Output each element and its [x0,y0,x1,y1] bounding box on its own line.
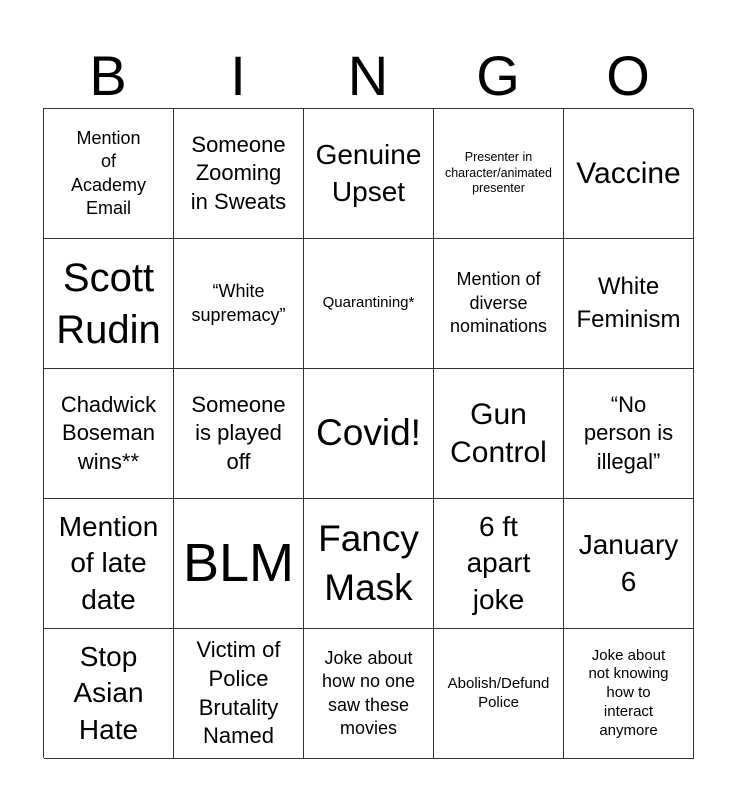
cell-text: Scott Rudin [56,255,161,352]
header-letter-o: O [606,44,650,107]
bingo-cell[interactable] [44,109,174,239]
bingo-cell[interactable] [434,499,564,629]
bingo-cell[interactable] [564,109,694,239]
cell-text: Mention of Academy Email [70,127,147,218]
cell-text: “No person is illegal” [583,391,674,474]
bingo-cell[interactable] [174,239,304,369]
bingo-cell[interactable] [174,109,304,239]
cell-text: Mention of diverse nominations [449,269,548,337]
cell-text: Fancy Mask [318,518,419,608]
cell-text: Victim of Police Brutality Named [196,637,281,749]
bingo-cell[interactable] [174,499,304,629]
cell-text: Genuine Upset [315,139,422,207]
cell-text: Abolish/Defund Police [447,674,550,711]
bingo-cell[interactable] [44,239,174,369]
bingo-cell[interactable] [304,629,434,759]
bingo-cell[interactable] [564,369,694,499]
bingo-cell[interactable] [304,369,434,499]
bingo-cell[interactable] [564,499,694,629]
bingo-cell[interactable] [44,499,174,629]
cell-text: Joke about not knowing how to interact anymore [588,646,669,739]
cell-text: Covid! [316,412,421,454]
cell-text: Someone Zooming in Sweats [190,131,287,214]
cell-text: Presenter in character/animated presenter [444,150,552,196]
cell-text: January 6 [578,529,679,597]
bingo-cell[interactable] [564,239,694,369]
cell-text: Quarantining* [322,294,415,312]
bingo-cell[interactable] [174,629,304,759]
header-letter-i: I [230,44,246,107]
cell-text: Joke about how no one saw these movies [321,647,416,738]
header-letter-b: B [89,44,127,107]
bingo-cell[interactable] [44,629,174,759]
bingo-cell[interactable] [434,629,564,759]
cell-text: “White supremacy” [191,281,286,325]
cell-text: Mention of late date [58,510,159,615]
cell-text: Vaccine [576,156,681,190]
bingo-cell[interactable] [304,239,434,369]
bingo-board [43,108,693,758]
bingo-header [43,40,693,108]
cell-text: White Feminism [576,273,681,333]
bingo-cell[interactable] [174,369,304,499]
bingo-cell[interactable] [564,629,694,759]
cell-text: Someone is played off [191,391,286,474]
header-letter-g: G [476,44,520,107]
bingo-cell[interactable] [434,239,564,369]
cell-text: Chadwick Boseman wins** [60,391,157,474]
bingo-cell[interactable] [44,369,174,499]
bingo-cell[interactable] [304,109,434,239]
cell-text: 6 ft apart joke [466,510,531,615]
cell-text: BLM [182,532,295,593]
header-letter-n: N [347,44,389,107]
cell-text: Stop Asian Hate [73,640,144,745]
bingo-cell[interactable] [434,369,564,499]
bingo-cell[interactable] [434,109,564,239]
bingo-cell[interactable] [304,499,434,629]
cell-text: Gun Control [450,398,547,469]
